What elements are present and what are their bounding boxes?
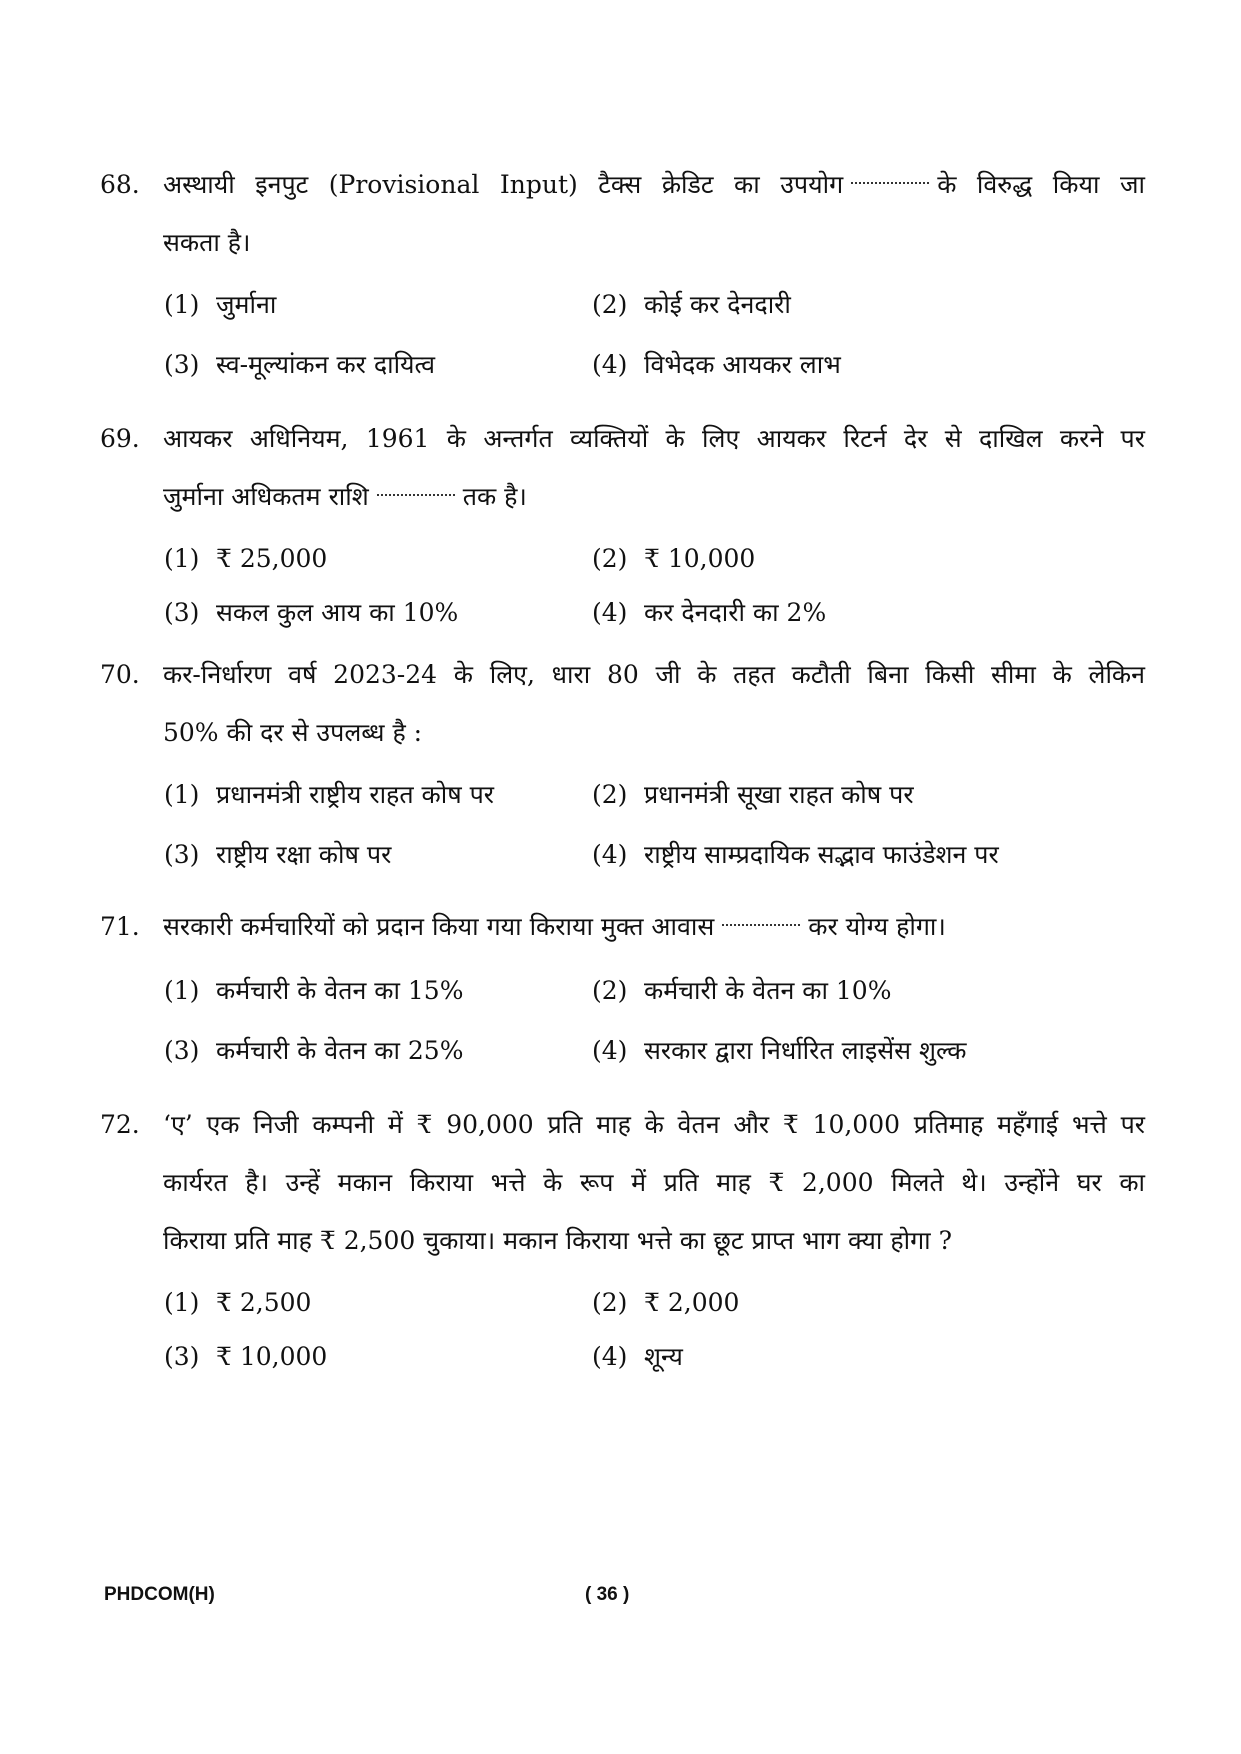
option-4: (4) शून्य bbox=[592, 1342, 683, 1371]
question-number: 69. bbox=[100, 424, 140, 453]
options bbox=[100, 278, 1145, 392]
question-line bbox=[100, 214, 1145, 272]
option-4: (4) कर देनदारी का 2% bbox=[592, 598, 827, 627]
question-line bbox=[100, 1154, 1145, 1212]
option-row bbox=[100, 964, 1145, 1018]
option-1: (1) जुर्माना bbox=[164, 290, 277, 319]
option-row bbox=[100, 278, 1145, 332]
option-1: (1) ₹ 25,000 bbox=[164, 544, 328, 573]
option-row bbox=[100, 532, 1145, 586]
option-row bbox=[100, 586, 1145, 640]
question-text: 50% की दर से उपलब्ध है : bbox=[163, 718, 423, 747]
option-1: (1) प्रधानमंत्री राष्ट्रीय राहत कोष पर bbox=[164, 780, 495, 809]
fill-in-blank bbox=[377, 494, 455, 496]
option-row bbox=[100, 828, 1145, 882]
option-2: (2) प्रधानमंत्री सूखा राहत कोष पर bbox=[592, 780, 914, 809]
question-line bbox=[100, 410, 1145, 468]
option-1: (1) कर्मचारी के वेतन का 15% bbox=[164, 976, 464, 1005]
question-line bbox=[100, 1212, 1145, 1270]
question-number: 68. bbox=[100, 170, 140, 199]
option-row bbox=[100, 338, 1145, 392]
paper-code: PHDCOM(H) bbox=[104, 1584, 215, 1605]
question-text: ‘ए’ एक निजी कम्पनी में ₹ 90,000 प्रति माह के वेतन और ₹ 10,000 प्रतिमाह महँगाई भत्ते पर bbox=[163, 1110, 1145, 1139]
options bbox=[100, 1276, 1145, 1384]
option-3: (3) ₹ 10,000 bbox=[164, 1342, 328, 1371]
option-row bbox=[100, 1276, 1145, 1330]
option-2: (2) कर्मचारी के वेतन का 10% bbox=[592, 976, 892, 1005]
question-72 bbox=[100, 1096, 1145, 1384]
page-number: ( 36 ) bbox=[585, 1584, 630, 1605]
question-number: 70. bbox=[100, 660, 140, 689]
option-row bbox=[100, 1330, 1145, 1384]
option-2: (2) ₹ 2,000 bbox=[592, 1288, 740, 1317]
question-69 bbox=[100, 410, 1145, 640]
option-2: (2) कोई कर देनदारी bbox=[592, 290, 791, 319]
option-3: (3) स्व-मूल्यांकन कर दायित्व bbox=[164, 350, 436, 379]
question-line bbox=[100, 156, 1145, 214]
option-2: (2) ₹ 10,000 bbox=[592, 544, 756, 573]
question-text: सकता है। bbox=[163, 228, 251, 257]
question-text: किराया प्रति माह ₹ 2,500 चुकाया। मकान किराया भत्ते का छूट प्राप्त भाग क्या होगा ? bbox=[163, 1226, 953, 1255]
option-3: (3) कर्मचारी के वेतन का 25% bbox=[164, 1036, 464, 1065]
question-number: 71. bbox=[100, 912, 140, 941]
option-1: (1) ₹ 2,500 bbox=[164, 1288, 312, 1317]
option-4: (4) विभेदक आयकर लाभ bbox=[592, 350, 841, 379]
question-number: 72. bbox=[100, 1110, 140, 1139]
options bbox=[100, 768, 1145, 882]
fill-in-blank bbox=[851, 182, 929, 184]
option-row bbox=[100, 768, 1145, 822]
question-line bbox=[100, 468, 1145, 526]
question-70 bbox=[100, 646, 1145, 882]
question-line bbox=[100, 704, 1145, 762]
question-line bbox=[100, 1096, 1145, 1154]
option-3: (3) राष्ट्रीय रक्षा कोष पर bbox=[164, 840, 392, 869]
fill-in-blank bbox=[722, 924, 800, 926]
options bbox=[100, 964, 1145, 1078]
option-4: (4) राष्ट्रीय साम्प्रदायिक सद्भाव फाउंडेशन पर bbox=[592, 840, 999, 869]
option-row bbox=[100, 1024, 1145, 1078]
option-3: (3) सकल कुल आय का 10% bbox=[164, 598, 459, 627]
question-text: जुर्माना अधिकतम राशि तक है। bbox=[163, 482, 527, 511]
option-4: (4) सरकार द्वारा निर्धारित लाइसेंस शुल्क bbox=[592, 1036, 967, 1065]
question-71 bbox=[100, 898, 1145, 1078]
question-line bbox=[100, 898, 1145, 956]
question-text: आयकर अधिनियम, 1961 के अन्तर्गत व्यक्तियों के लिए आयकर रिटर्न देर से दाखिल करने पर bbox=[163, 424, 1145, 453]
question-68 bbox=[100, 156, 1145, 392]
question-text: कार्यरत है। उन्हें मकान किराया भत्ते के रूप में प्रति माह ₹ 2,000 मिलते थे। उन्होंने घर का bbox=[163, 1168, 1145, 1197]
question-text: अस्थायी इनपुट (Provisional Input) टैक्स क्रेडिट का उपयोग के विरुद्ध किया जा bbox=[163, 170, 1145, 199]
options bbox=[100, 532, 1145, 640]
question-text: सरकारी कर्मचारियों को प्रदान किया गया किराया मुक्त आवास कर योग्य होगा। bbox=[163, 912, 946, 941]
question-line bbox=[100, 646, 1145, 704]
question-text: कर-निर्धारण वर्ष 2023-24 के लिए, धारा 80 जी के तहत कटौती बिना किसी सीमा के लेकिन bbox=[163, 660, 1145, 689]
